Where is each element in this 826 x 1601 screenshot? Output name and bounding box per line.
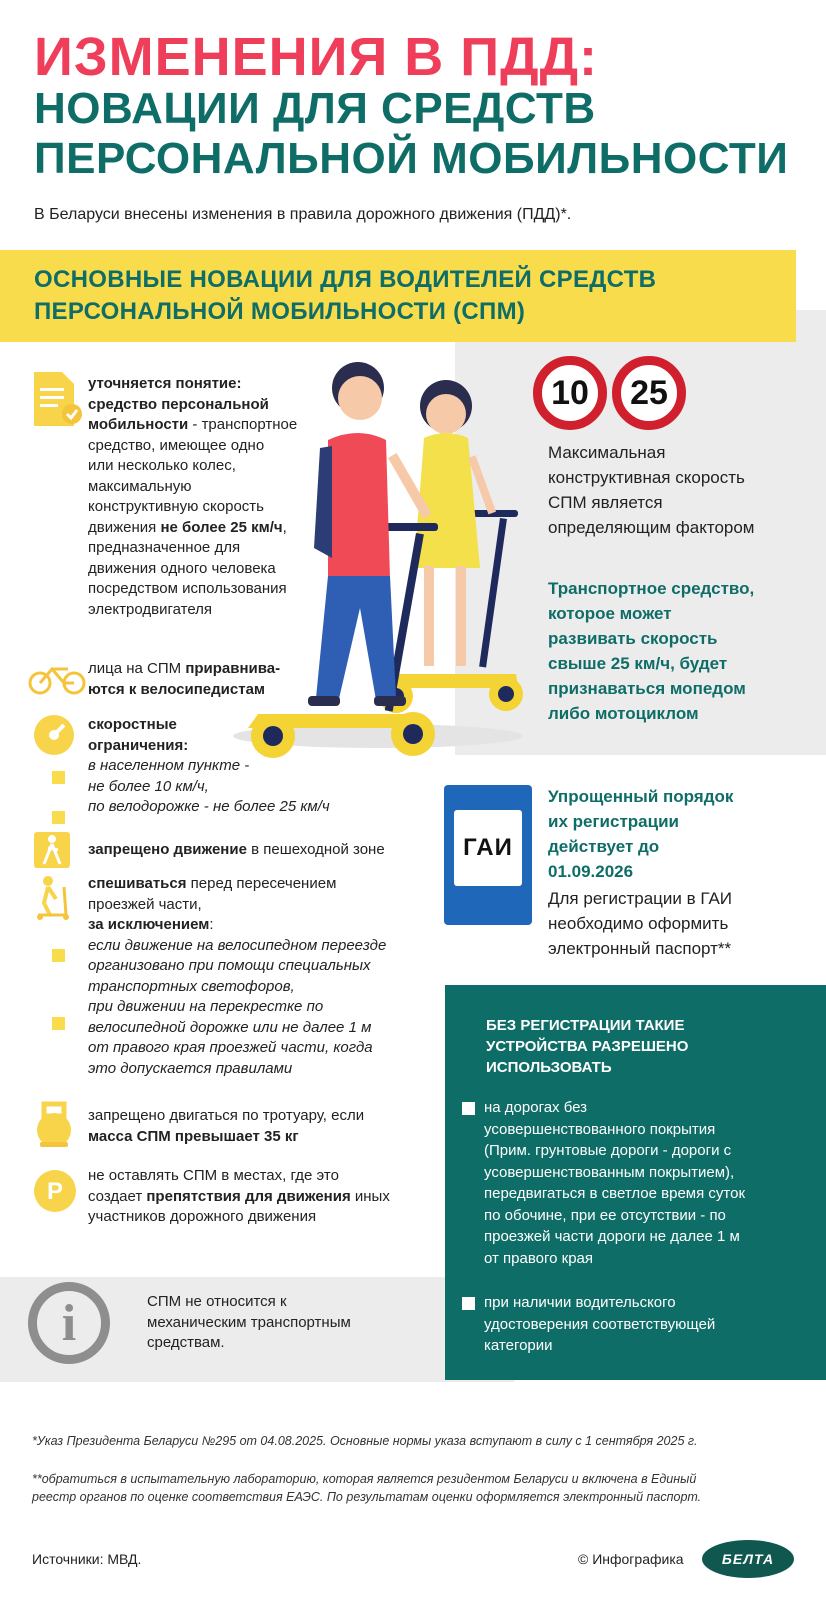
no-registration-title: БЕЗ РЕГИСТРАЦИИ ТАКИЕ УСТРОЙСТВА РАЗРЕШЕНО ИСПОЛЬЗОВАТЬ [486, 1017, 689, 1076]
main-title-line2: НОВАЦИИ ДЛЯ СРЕДСТВ [34, 84, 596, 133]
dismount-rule: спешиваться перед пересечением проезжей части, за исключением: если движение на велосипедном переезде организовано при помощи специальных транспортных светофоров, при движении на перекрестке по велосипедной дорожке или не далее 1 м от правого края проезжей части, когда это допускается правилами [88, 875, 387, 1077]
bicycle-icon [28, 663, 86, 695]
footnote-decree: *Указ Президента Беларуси №295 от 04.08.2025. Основные нормы указа вступают в силу с 1 сентября 2025 г. [32, 1434, 698, 1448]
parking-rule: не оставлять СПМ в местах, где это создает препятствия для движения иных участников дорожного движения [88, 1167, 390, 1225]
gai-sign-label: ГАИ [454, 810, 522, 886]
section-title: ОСНОВНЫЕ НОВАЦИИ ДЛЯ ВОДИТЕЛЕЙ СРЕДСТВ ПЕРСОНАЛЬНОЙ МОБИЛЬНОСТИ (СПМ) [34, 266, 657, 325]
bullet-square-white [462, 1102, 475, 1115]
spm-definition: уточняется понятие: средство персональной мобильности - транспортное средство, имеющее одно или несколько колес, максимальную конструктивную скорость движения не более 25 км/ч, предназначенное для движения одного человека посредством использования электродвигателя [88, 375, 298, 618]
belta-logo: БЕЛТА [702, 1540, 794, 1578]
registration-passport-text: Для регистрации в ГАИ необходимо оформить электронный паспорт** [548, 889, 732, 958]
copyright: © Инфографика [578, 1551, 684, 1567]
speedometer-icon [32, 713, 76, 757]
document-check-icon [30, 370, 82, 428]
bullet-square [52, 949, 65, 962]
main-title-line3: ПЕРСОНАЛЬНОЙ МОБИЛЬНОСТИ [34, 134, 789, 183]
cyclist-equivalence: лица на СПМ приравнива- ются к велосипедистам [88, 660, 281, 698]
no-registration-item-license: при наличии водительского удостоверения соответствующей категории [484, 1294, 716, 1354]
registration-deadline: Упрощенный порядок их регистрации действует до 01.09.2026 [548, 787, 734, 881]
pedestrian-zone-ban: запрещено движение в пешеходной зоне [88, 841, 385, 858]
kettlebell-icon [32, 1100, 76, 1148]
speed-limits: скоростные ограничения: в населенном пункте - не более 10 км/ч, по велодорожке - не более 25 км/ч [88, 716, 330, 815]
max-speed-text: Максимальная конструктивная скорость СПМ является определяющим фактором [548, 443, 755, 537]
intro-text: В Беларуси внесены изменения в правила дорожного движения (ПДД)*. [34, 206, 572, 223]
speed-limit-sign-25: 25 [612, 356, 686, 430]
bullet-square [52, 771, 65, 784]
scooter-rider-icon [34, 875, 74, 921]
pedestrian-icon [34, 832, 70, 868]
no-registration-item-roads: на дорогах без усовершенствованного покрытия (Прим. грунтовые дороги - дороги с усовершенствованным покрытием), передвигаться в светлое время суток по обочине, при ее отсутствии - по проезжей части дороги не далее 1 м от правого края [484, 1099, 746, 1267]
bullet-square [52, 811, 65, 824]
sources: Источники: МВД. [32, 1551, 142, 1567]
main-title-line1: ИЗМЕНЕНИЯ В ПДД: [34, 27, 599, 87]
parking-icon [32, 1168, 78, 1214]
info-note-text: СПМ не относится к механическим транспортным средствам. [147, 1293, 351, 1351]
speed-limit-sign-10: 10 [533, 356, 607, 430]
svg-text:P: P [46, 1178, 64, 1205]
moped-classification-text: Транспортное средство, которое может развивать скорость свыше 25 км/ч, будет признаваться мопедом либо мотоциклом [548, 579, 755, 723]
info-icon: i [28, 1282, 110, 1364]
sidewalk-weight-rule: запрещено двигаться по тротуару, если масса СПМ превышает 35 кг [88, 1107, 365, 1145]
footnote-lab: **обратиться в испытательную лабораторию, которая является резидентом Беларуси и включена в Единый реестр органов по оценке соответствия ЕАЭС. По результатам оценки оформляется электронный паспорт. [32, 1472, 702, 1504]
bullet-square [52, 1017, 65, 1030]
bullet-square-white [462, 1297, 475, 1310]
